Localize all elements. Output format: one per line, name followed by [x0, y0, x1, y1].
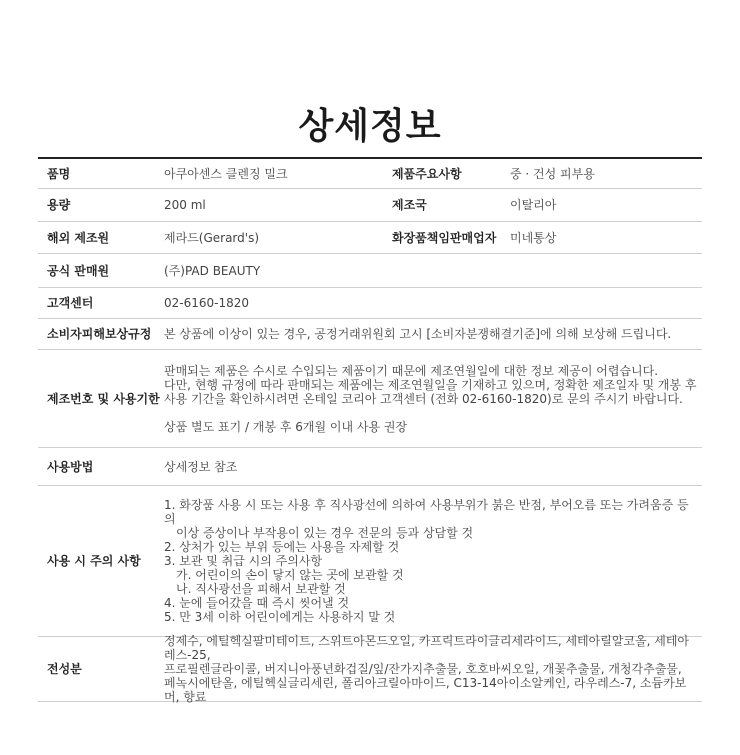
value-customer-center: 02-6160-1820: [164, 296, 250, 310]
value-main-spec: 중 · 건성 피부용: [510, 166, 595, 181]
label-usage: 사용방법: [47, 459, 94, 474]
caution-item: 3. 보관 및 취급 시의 주의사항: [164, 554, 323, 568]
caution-item: 가. 어린이의 손이 닿지 않는 곳에 보관할 것: [176, 568, 404, 582]
label-product-name: 품명: [47, 166, 71, 181]
spec-row: [38, 189, 702, 222]
label-ingredients: 전성분: [47, 662, 82, 676]
label-volume: 용량: [47, 198, 71, 212]
label-compensation: 소비자피해보상규정: [47, 327, 152, 341]
expiry-line: 사용 기간을 확인하시려면 온테일 코리아 고객센터 (전화 02-6160-1820)로 문의 주시기 바랍니다.: [164, 391, 683, 406]
value-seller: 미네통상: [510, 230, 557, 245]
spec-table: [38, 157, 702, 702]
label-expiry: 제조번호 및 사용기한: [47, 391, 160, 406]
expiry-line: 판매되는 제품은 수시로 수입되는 제품이기 때문에 제조연월일에 대한 정보 제공이 어렵습니다.: [164, 363, 659, 378]
value-compensation: 본 상품에 이상이 있는 경우, 공정거래위원회 고시 [소비자분쟁해결기준]에 의해 보상해 드립니다.: [164, 327, 672, 341]
label-official-seller: 공식 판매원: [47, 263, 110, 278]
value-overseas-maker: 제라드(Gerard's): [164, 230, 259, 245]
value-usage: 상세정보 참조: [164, 459, 238, 474]
value-expiry: [164, 350, 698, 447]
label-main-spec: 제품주요사항: [392, 166, 462, 181]
spec-row: [38, 254, 702, 288]
spec-row: [38, 222, 702, 254]
label-caution: 사용 시 주의 사항: [47, 554, 141, 568]
spec-row: [38, 319, 702, 350]
expiry-note: 상품 별도 표기 / 개봉 후 6개월 이내 사용 권장: [164, 419, 408, 434]
label-customer-center: 고객센터: [47, 296, 94, 310]
caution-item: 2. 상처가 있는 부위 등에는 사용을 자제할 것: [164, 540, 400, 554]
value-official-seller: (주)PAD BEAUTY: [164, 263, 261, 278]
label-seller: 화장품책임판매업자: [392, 230, 497, 245]
caution-list: [164, 498, 698, 624]
ingredients-line: 정제수, 에틸헥실팔미테이트, 스위트아몬드오일, 카프릭트라이글리세라이드, 세테아릴알코올, 세테아레스-25,: [164, 634, 690, 662]
caution-item: 나. 직사광선을 피해서 보관할 것: [176, 582, 346, 596]
value-ingredients: [164, 634, 698, 704]
spec-row: [38, 159, 702, 189]
value-country: 이탈리아: [510, 198, 557, 212]
label-overseas-maker: 해외 제조원: [47, 230, 110, 245]
expiry-line: 다만, 현행 규정에 따라 판매되는 제품에는 제조연월일을 기재하고 있으며, 정확한 제조일자 및 개봉 후: [164, 377, 697, 392]
spec-row: [38, 486, 702, 637]
caution-item: 1. 화장품 사용 시 또는 사용 후 직사광선에 의하여 사용부위가 붉은 반점, 부어오름 또는 가려움증 등의: [164, 498, 689, 526]
spec-row: [38, 448, 702, 486]
ingredients-line: 페녹시에탄올, 에틸헥실글리세린, 폴리아크릴아마이드, C13-14아이소알케인, 라우레스-7, 소듐카보머, 향료: [164, 676, 687, 704]
spec-row: [38, 634, 702, 704]
caution-item: 이상 증상이나 부작용이 있는 경우 전문의 등과 상담할 것: [176, 526, 474, 540]
label-country: 제조국: [392, 198, 427, 212]
caution-item: 4. 눈에 들어갔을 때 즉시 씻어낼 것: [164, 596, 350, 610]
value-caution: [164, 486, 698, 636]
page-title: 상세정보: [298, 106, 442, 147]
spec-row: [38, 350, 702, 448]
value-product-name: 아쿠아센스 클렌징 밀크: [164, 166, 288, 181]
spec-row: [38, 288, 702, 319]
caution-item: 5. 만 3세 이하 어린이에게는 사용하지 말 것: [164, 610, 396, 624]
value-volume: 200 ml: [164, 198, 206, 212]
ingredients-line: 프로필렌글라이콜, 버지니아풍년화겁질/잎/잔가지추출물, 호호바씨오일, 개꽃추출물, 개청각추출물,: [164, 662, 682, 676]
